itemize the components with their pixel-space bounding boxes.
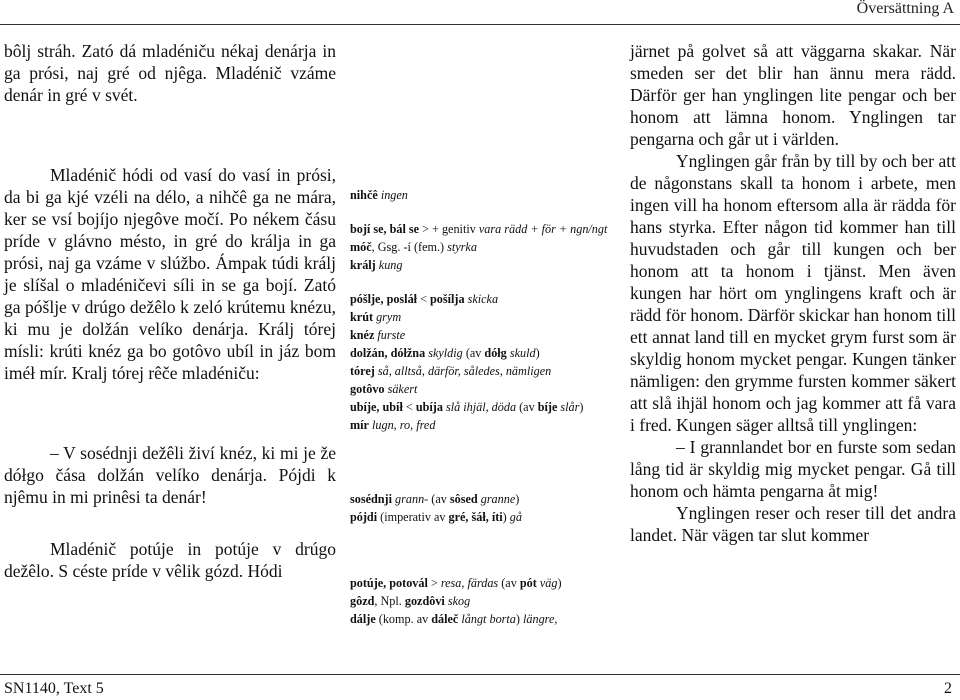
slovene-paragraph-1: bôlj stráh. Zató dá mladéniču nékaj denárja in ga prósi, naj gré od njêga. Mladénič vzáme denár in gré v svét. — [4, 41, 336, 105]
glossary-entry: póšlje, posláł < pošílja skicka — [350, 292, 499, 306]
swedish-paragraph-3: – I grannlandet bor en furste som sedan lång tid är skyldig mig mycket pengar. Gå till honom och hämta pengarna åt mig! — [630, 437, 956, 501]
swedish-paragraph-1: järnet på golvet så att väggarna skakar. När smeden ser det blir han ännu mera rädd. Därför ger han ynglingen lite pengar och ber honom att lämna honom. Ynglingen tar pengarna och går ut i världen. — [630, 41, 956, 149]
glossary-entry: nihčê ingen — [350, 188, 408, 202]
glossary-entry: dálje (komp. av dáleč långt borta) längre, — [350, 612, 558, 626]
glossary-entry: gotôvo säkert — [350, 382, 418, 396]
page-number: 2 — [944, 680, 952, 697]
footer-divider — [0, 674, 960, 675]
glossary-entry: móč, Gsg. -í (fem.) styrka — [350, 240, 477, 254]
glossary-entry: potúje, potovál > resa, färdas (av pót väg) — [350, 576, 562, 590]
slovene-paragraph-3: – V sosédnji dežêli živí knéz, ki mi je že dółgo čása dolžán velíko denárja. Pójdi k njêmu in mi prinêsi ta denár! — [4, 443, 336, 507]
slovene-text-column — [4, 40, 336, 582]
swedish-paragraph-2: Ynglingen går från by till by och ber att de någonstans skall ta honom i arbete, men ingen vill ha honom eftersom alla är rädda för hans styrka. Efter någon tid kommer han till huvudstaden och går till kungen och ber honom att ta honom i tjänst. Men även kungen har hört om ynglingens kraft och är rädd för honom. Därför skickar han honom till ett annat land till en mycket grym furst som är skyldig honom mycket pengar. Kungen tänker nämligen: den grymme fursten kommer säkert att slå ihjäl honom och jag kommer att få vara i fred. Kungen säger alltså till ynglingen: — [630, 151, 956, 435]
swedish-translation-column — [630, 40, 956, 546]
glossary-column — [350, 186, 618, 628]
glossary-entry: gôzd, Npl. gozdôvi skog — [350, 594, 471, 608]
glossary-entry: bojí se, bál se > + genitiv vara rädd + för + ngn/ngt — [350, 222, 608, 236]
footer-course-label: SN1140, Text 5 — [4, 680, 104, 697]
glossary-entry: tórej så, alltså, därför, således, nämligen — [350, 364, 552, 378]
slovene-paragraph-2: Mladénič hódi od vasí do vasí in prósi, da bi ga kjé vzéli na délo, a nihčê ga ne mára, ker se vsí bojíjo njegôve močí. Po nékem čásu príde v glávno mésto, in gré do králja in ga prósi, naj ga vzáme v slúžbo. Ámpak túdi králj je slíšal o mladéničevi síli in se ga bojí. Zató ga póšlje v drúgo dežêlo k zeló krútemu knézu, ki mu je dolžán velíko denárja. Králj tórej mísli: krúti knéz ga bo gotôvo ubíl in jáz bom iméł mír. Kralj tórej rêče mladéniču: — [4, 165, 336, 383]
slovene-paragraph-4: Mladénič potúje in potúje v drúgo dežêlo. S céste príde v vêlik gózd. Hódi — [4, 539, 336, 581]
header-divider — [0, 24, 960, 25]
glossary-entry: králj kung — [350, 258, 403, 272]
glossary-entry: dolžán, dółžna skyldig (av dółg skuld) — [350, 346, 540, 360]
glossary-entry: mír lugn, ro, fred — [350, 418, 436, 432]
glossary-entry: sosédnji grann- (av sôsed granne) — [350, 492, 520, 506]
glossary-entry: krút grym — [350, 310, 402, 324]
glossary-entry: knéz furste — [350, 328, 406, 342]
glossary-entry: ubíje, ubíł < ubíja slå ihjäl, döda (av bíje slår) — [350, 400, 584, 414]
page-header-title: Översättning A — [856, 0, 954, 17]
swedish-paragraph-4: Ynglingen reser och reser till det andra landet. När vägen tar slut kommer — [630, 503, 956, 545]
glossary-entry: pójdi (imperativ av gré, šáł, íti) gå — [350, 510, 522, 524]
